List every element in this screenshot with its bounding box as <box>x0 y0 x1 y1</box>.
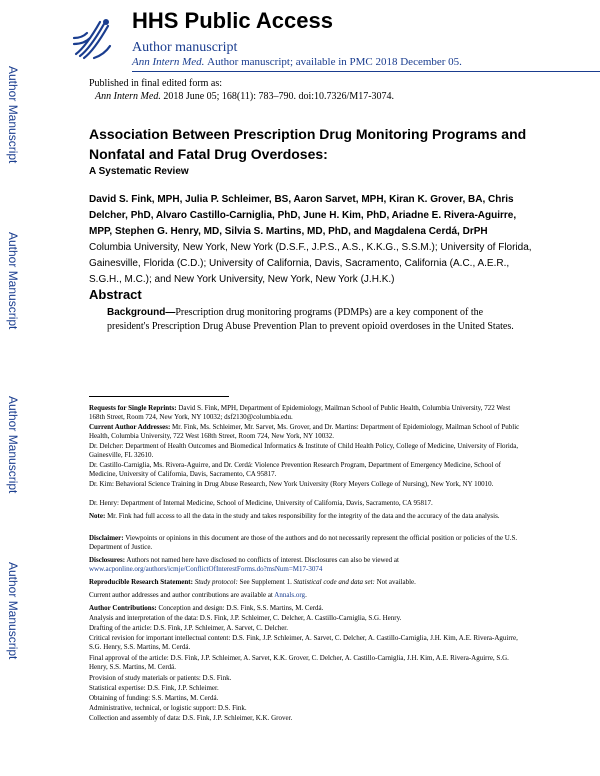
contrib-line-4: Critical revision for important intellectual content: D.S. Fink, J.P. Schleimer, A. Sarvet, C. Delcher, A. Castillo-Carniglia, J.H. Kim, A.E. Rivera-Aguirre, S.G. Henry, S.S. Martins, M. Cerdá. <box>89 634 518 652</box>
repro-study: Study protocol: <box>194 578 238 586</box>
contrib-line-2: Analysis and interpretation of the data: D.S. Fink, J.P. Schleimer, C. Delcher, A. Castillo-Carniglia, S.G. Henry. <box>89 614 402 622</box>
abstract-heading: Abstract <box>89 287 142 302</box>
footnote-disclosures <box>89 556 521 575</box>
hhs-eagle-logo-icon <box>70 14 116 62</box>
background-label: Background— <box>107 307 176 318</box>
author-list: David S. Fink, MPH, Julia P. Schleimer, BS, Aaron Sarvet, MPH, Kiran K. Grover, BA, Chris Delcher, PhD, Alvaro Castillo-Carniglia, PhD, June H. Kim, PhD, Ariadne E. Rivera-Aguirre, MPP, Stephen G. Henry, MD, Silvia S. Martins, MD, PhD, and Magdalena Cerdá, DrPH <box>89 194 517 237</box>
affiliations: Columbia University, New York, New York (D.S.F., J.P.S., A.S., K.K.G., S.S.M.); University of Florida, Gainesville, Florida (C.D.); University of California, Davis, Sacramento, California (A.C., A.E.R., S.G.H., M.C.); and New York University, New York, New York (J.H.K.) <box>89 242 532 285</box>
footnote-contributions <box>89 604 521 613</box>
footnote-kim: Dr. Kim: Behavioral Science Training in Drug Abuse Research, New York University (Rory Meyers College of Nursing), New York, NY 10010. <box>89 480 494 488</box>
background-text: Prescription drug monitoring programs (PDMPs) are a key component of the president's Prescription Drug Abuse Prevention Plan to prevent opioid overdoses in the United States. <box>107 307 514 332</box>
current-text: Mr. Fink, Ms. Schleimer, Mr. Sarvet, Ms. Grover, and Dr. Martins: Department of Epidemiology, Mailman School of Public Health, Columbia University, 722 West 168th Street, Room 724, New York, NY 10032. <box>89 423 520 441</box>
header-availability: Author manuscript; available in PMC 2018 December 05. <box>207 56 462 68</box>
requests-text: David S. Fink, MPH, Department of Epidemiology, Mailman School of Public Health, Columbia University, 722 West 168th Street, Room 724, New York, NY 10032; dsf2130@columbia.edu. <box>89 404 511 422</box>
repro-stat: Statistical code and data set: <box>293 578 375 586</box>
footnote-delcher: Dr. Delcher: Department of Health Outcomes and Biomedical Informatics & Institute of Child Health Policy, College of Medicine, University of Florida, Gainesville, FL 32610. <box>89 442 519 460</box>
footnote-current-addresses <box>89 423 521 442</box>
repro-label: Reproducible Research Statement: <box>89 578 193 586</box>
disclosures-link[interactable]: www.acponline.org/authors/icmje/ConflictOfInterestForms.do?msNum=M17-3074 <box>89 565 323 574</box>
footnote-divider <box>89 396 229 397</box>
requests-label: Requests for Single Reprints: <box>89 404 177 412</box>
disclaimer-label: Disclaimer: <box>89 534 124 542</box>
availability-line <box>132 56 462 68</box>
citation-journal: Ann Intern Med. <box>95 91 161 102</box>
article-title: Association Between Prescription Drug Monitoring Programs and Nonfatal and Fatal Drug Overdoses: <box>89 126 527 162</box>
footnote-current-addr: Current author addresses and author contributions are available at Annals.org. <box>89 591 307 599</box>
current-addr-text: Current author addresses and author contributions are available at <box>89 591 273 599</box>
footnote-requests <box>89 404 521 423</box>
public-access-title: HHS Public Access <box>132 8 333 33</box>
author-manuscript-label: Author manuscript <box>132 40 238 55</box>
footnote-note <box>89 512 521 521</box>
footnote-henry: Dr. Henry: Department of Internal Medicine, School of Medicine, University of California, Davis, Sacramento, CA 95817. <box>89 499 433 507</box>
header-journal: Ann Intern Med. <box>132 56 205 68</box>
repro-mid: See Supplement 1. <box>239 578 292 586</box>
contrib-line-5: Final approval of the article: D.S. Fink, J.P. Schleimer, A. Sarvet, K.K. Grover, C. Delcher, A. Castillo-Carniglia, J.H. Kim, A.E. Rivera-Aguirre, S.G. Henry, S.S. Martins, M. Cerdá. <box>89 654 509 672</box>
contrib-line-8: Obtaining of funding: S.S. Martins, M. Cerdá. <box>89 694 219 702</box>
sidebar-author-manuscript-2: Author Manuscript <box>6 232 20 330</box>
contrib-line-3: Drafting of the article: D.S. Fink, J.P. Schleimer, A. Sarvet, C. Delcher. <box>89 624 288 632</box>
published-in-line: Published in final edited form as: <box>89 78 223 89</box>
contrib-label: Author Contributions: <box>89 604 157 612</box>
contrib-text: Conception and design: D.S. Fink, S.S. Martins, M. Cerdá. <box>158 604 324 612</box>
sidebar-author-manuscript-4: Author Manuscript <box>6 562 20 660</box>
contrib-line-6: Provision of study materials or patients: D.S. Fink. <box>89 674 232 682</box>
hhs-header <box>70 0 600 72</box>
note-text: Mr. Fink had full access to all the data in the study and takes responsibility for the integrity of the data and the accuracy of the data analysis. <box>107 512 500 520</box>
header-rule <box>132 71 600 72</box>
disclosures-text: Authors not named here have disclosed no conflicts of interest. Disclosures can also be viewed at <box>126 556 399 564</box>
sidebar-author-manuscript-3: Author Manuscript <box>6 396 20 494</box>
disclosures-label: Disclosures: <box>89 556 126 564</box>
footnote-reproducible <box>89 578 521 587</box>
footnote-disclaimer <box>89 534 521 553</box>
disclaimer-text: Viewpoints or opinions in this document are those of the authors and do not necessarily represent the official position or policies of the U.S. Department of Justice. <box>89 534 518 552</box>
current-label: Current Author Addresses: <box>89 423 171 431</box>
contrib-line-9: Administrative, technical, or logistic support: D.S. Fink. <box>89 704 247 712</box>
annals-link[interactable]: Annals.org <box>274 591 306 599</box>
citation-details: 2018 June 05; 168(11): 783–790. doi:10.7326/M17-3074. <box>163 91 395 102</box>
sidebar-author-manuscript-1: Author Manuscript <box>6 66 20 164</box>
contrib-line-7: Statistical expertise: D.S. Fink, J.P. Schleimer. <box>89 684 219 692</box>
repro-end: Not available. <box>376 578 416 586</box>
footnote-castillo: Dr. Castillo-Carniglia, Ms. Rivera-Aguirre, and Dr. Cerdá: Violence Prevention Research Program, Department of Emergency Medicine, School of Medicine, University of California, Davis, Sacramento, CA 95817. <box>89 461 502 479</box>
contrib-line-10: Collection and assembly of data: D.S. Fink, J.P. Schleimer, K.K. Grover. <box>89 714 293 722</box>
abstract-background <box>107 306 517 333</box>
note-label: Note: <box>89 512 106 520</box>
article-subtitle: A Systematic Review <box>89 166 189 177</box>
citation-line <box>95 91 394 102</box>
